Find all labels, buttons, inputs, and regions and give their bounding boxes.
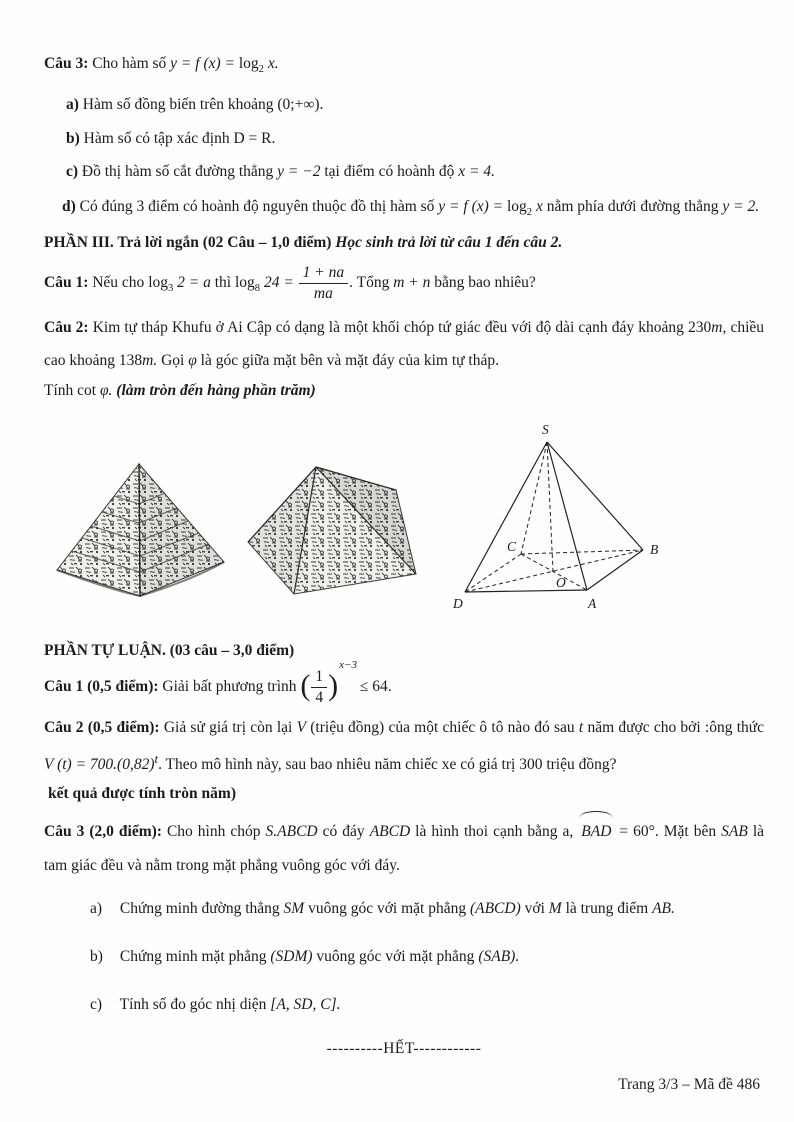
essay-q3-item-a — [90, 897, 764, 922]
math-segment: y = f (x) = — [170, 55, 235, 72]
vertex-label-s: S — [542, 422, 549, 438]
text-segment: Nếu cho — [92, 273, 145, 291]
question-label: Câu 2: — [44, 318, 89, 336]
vertex-label-d: D — [453, 596, 463, 612]
fraction-denominator: 4 — [315, 688, 324, 706]
text-segment: thì — [214, 273, 232, 291]
text-segment: Cho hình chóp — [166, 822, 261, 840]
exponent: x−3 — [339, 658, 357, 671]
text-segment: là trung điểm — [565, 899, 649, 917]
open-paren: ( — [300, 668, 311, 702]
vertex-label-o: O — [556, 575, 566, 591]
math-segment: SM — [283, 899, 305, 917]
option-label: c) — [66, 162, 79, 180]
math-segment: M — [548, 899, 562, 917]
text-segment: Cho hàm số — [92, 55, 167, 72]
math-segment: (0;+∞). — [277, 96, 324, 114]
rounding-note: kết quả được tính tròn năm) — [48, 785, 236, 802]
part3-question-1 — [44, 264, 764, 303]
angle-notation: BAD — [578, 813, 614, 849]
mc-question-stem — [44, 52, 764, 78]
math-segment: (SDM) — [270, 947, 313, 965]
math-segment: 2 = a — [177, 273, 211, 291]
text-segment: Gọi — [161, 351, 185, 369]
end-marker: ----------HẾT------------ — [326, 1040, 482, 1058]
heading-bold: PHẦN III. Trả lời ngắn (02 Câu – 1,0 điểm) — [44, 233, 332, 251]
log-base: 2 — [258, 64, 264, 76]
log-base: 3 — [168, 282, 174, 294]
fraction-denominator: ma — [313, 284, 333, 302]
math-segment: log — [234, 273, 255, 291]
math-segment: ABCD — [369, 822, 411, 840]
math-segment: φ — [188, 351, 197, 369]
math-segment: AB. — [652, 899, 675, 917]
text-segment: vuông góc với mặt phẳng — [316, 947, 475, 965]
question-label: Câu 3 (2,0 điểm): — [44, 822, 162, 840]
essay-question-3 — [44, 813, 764, 883]
text-segment: bằng bao nhiêu? — [434, 273, 536, 291]
essay-question-1 — [44, 658, 764, 707]
option-label: a) — [66, 96, 79, 114]
pyramid-photo-left — [52, 458, 232, 608]
text-segment: vuông góc với mặt phẳng — [308, 899, 467, 917]
math-segment: y = −2 — [277, 162, 321, 180]
math-segment: m + n — [393, 273, 431, 291]
question-label: Câu 1: — [44, 273, 89, 291]
vertex-label-a: A — [588, 596, 597, 612]
option-label: b) — [66, 129, 80, 147]
item-label: b) — [90, 947, 103, 965]
option-label: d) — [62, 198, 76, 216]
mc-statement-b — [44, 127, 764, 150]
math-segment: φ. — [99, 382, 113, 400]
part3-question-2-cot — [44, 379, 764, 404]
text-segment: . Theo mô hình này, sau bao nhiêu năm chiếc xe có giá trị 300 triệu đồng? — [158, 755, 617, 773]
essay-q3-item-b — [90, 945, 764, 970]
text-segment: chiều cao khoảng 138 — [44, 318, 765, 369]
question-label: Câu 1 (0,5 điểm): — [44, 677, 159, 695]
math-segment: x = 4. — [458, 162, 495, 180]
page-footer: Trang 3/3 – Mã đề 486 — [618, 1076, 760, 1093]
pyramid-photo-right — [246, 452, 431, 607]
mc-statement-d — [44, 193, 764, 223]
text-segment: là tam giác đều và nằm trong mặt phẳng vuông góc với đáy. — [44, 822, 765, 874]
text-segment: là hình thoi cạnh bằng a, — [415, 822, 574, 840]
text-segment: tại điểm có hoành độ — [324, 162, 455, 180]
part3-question-2 — [44, 311, 764, 378]
text-segment: Kim tự tháp Khufu ở Ai Cập có dạng là một khối chóp tứ giác đều với độ dài cạnh đáy khoảng 230 — [92, 318, 712, 336]
math-segment: y = f (x) = — [438, 198, 504, 216]
essay-heading — [44, 642, 764, 660]
math-segment: (SAB). — [478, 947, 520, 965]
log-base: 2 — [526, 207, 533, 219]
fraction — [298, 264, 349, 303]
math-segment: m, — [711, 318, 727, 336]
math-segment: [A, SD, C]. — [270, 995, 341, 1013]
text-segment: Giải bất phương trình — [162, 677, 297, 695]
math-segment: x — [535, 198, 543, 216]
essay-q3-item-c — [90, 993, 764, 1018]
essay-question-3-items — [44, 897, 764, 1017]
vertex-label-c: C — [507, 539, 517, 555]
fraction — [310, 668, 328, 707]
fraction-numerator: 1 + na — [299, 264, 348, 284]
text-segment: là góc giữa mặt bên và mặt đáy của kim tự tháp. — [200, 351, 499, 369]
vertex-label-b: B — [650, 542, 659, 558]
heading-italic: Học sinh trả lời từ câu 1 đến câu 2. — [335, 233, 563, 251]
math-segment: y = 2. — [722, 198, 760, 216]
pyramid-diagram — [447, 420, 692, 620]
math-segment: log — [148, 273, 168, 291]
figure-row — [44, 420, 764, 632]
text-segment: Hàm số có tập xác định D = R. — [83, 129, 276, 147]
text-segment: với — [524, 899, 545, 917]
math-segment: m. — [142, 351, 158, 369]
text-segment: . Tổng — [349, 273, 390, 291]
text-segment: Tính cot — [44, 382, 97, 400]
text-segment: Chứng minh đường thẳng — [119, 899, 280, 917]
math-segment: log — [506, 198, 527, 216]
item-label: c) — [90, 995, 103, 1013]
question-label: Câu 2 (0,5 điểm): — [44, 718, 160, 736]
math-segment: 24 = — [263, 273, 294, 291]
part3-heading — [44, 231, 764, 254]
text-segment: Có đúng 3 điểm có hoành độ nguyên thuộc đồ thị hàm số — [79, 198, 435, 216]
text-segment: = 60°. Mặt bên — [619, 822, 717, 840]
log-base: 8 — [254, 282, 261, 294]
essay-question-2-note — [44, 782, 764, 807]
mc-statement-c — [44, 160, 764, 183]
question-label: Câu 3: — [44, 55, 89, 72]
math-segment: x. — [267, 55, 279, 72]
mc-statement-a — [44, 93, 764, 116]
fraction-numerator: 1 — [311, 668, 327, 688]
math-segment: S.ABCD — [265, 822, 318, 840]
text-segment: Tính số đo góc nhị diện — [119, 995, 267, 1013]
text-segment: năm được cho bởi :ông thức — [587, 718, 765, 736]
close-paren: ) — [328, 668, 339, 702]
rounding-note: (làm tròn đến hàng phần trăm) — [116, 382, 316, 400]
essay-question-2 — [44, 711, 764, 782]
text-segment: Chứng minh mặt phẳng — [119, 947, 267, 965]
math-segment: V (t) = 700.(0,82) — [44, 755, 155, 773]
text-segment: (triệu đồng) của một chiếc ô tô nào đó sau — [310, 718, 575, 736]
text-segment: có đáy — [322, 822, 365, 840]
math-segment: SAB — [721, 822, 748, 840]
math-segment: t — [578, 718, 584, 736]
text-segment: Hàm số đồng biến trên khoảng — [82, 96, 274, 114]
text-segment: Đồ thị hàm số cắt đường thẳng — [81, 162, 274, 180]
text-segment: Giả sử giá trị còn lại — [163, 718, 293, 736]
heading-bold: PHẦN TỰ LUẬN. (03 câu – 3,0 điểm) — [44, 642, 295, 660]
math-segment: (ABCD) — [469, 899, 521, 917]
math-segment: log — [238, 55, 259, 72]
item-label: a) — [90, 899, 103, 917]
math-segment: ≤ 64. — [359, 677, 392, 695]
math-segment: V — [296, 718, 307, 736]
exponent: t — [154, 750, 159, 766]
text-segment: nằm phía dưới đường thẳng — [546, 198, 719, 216]
